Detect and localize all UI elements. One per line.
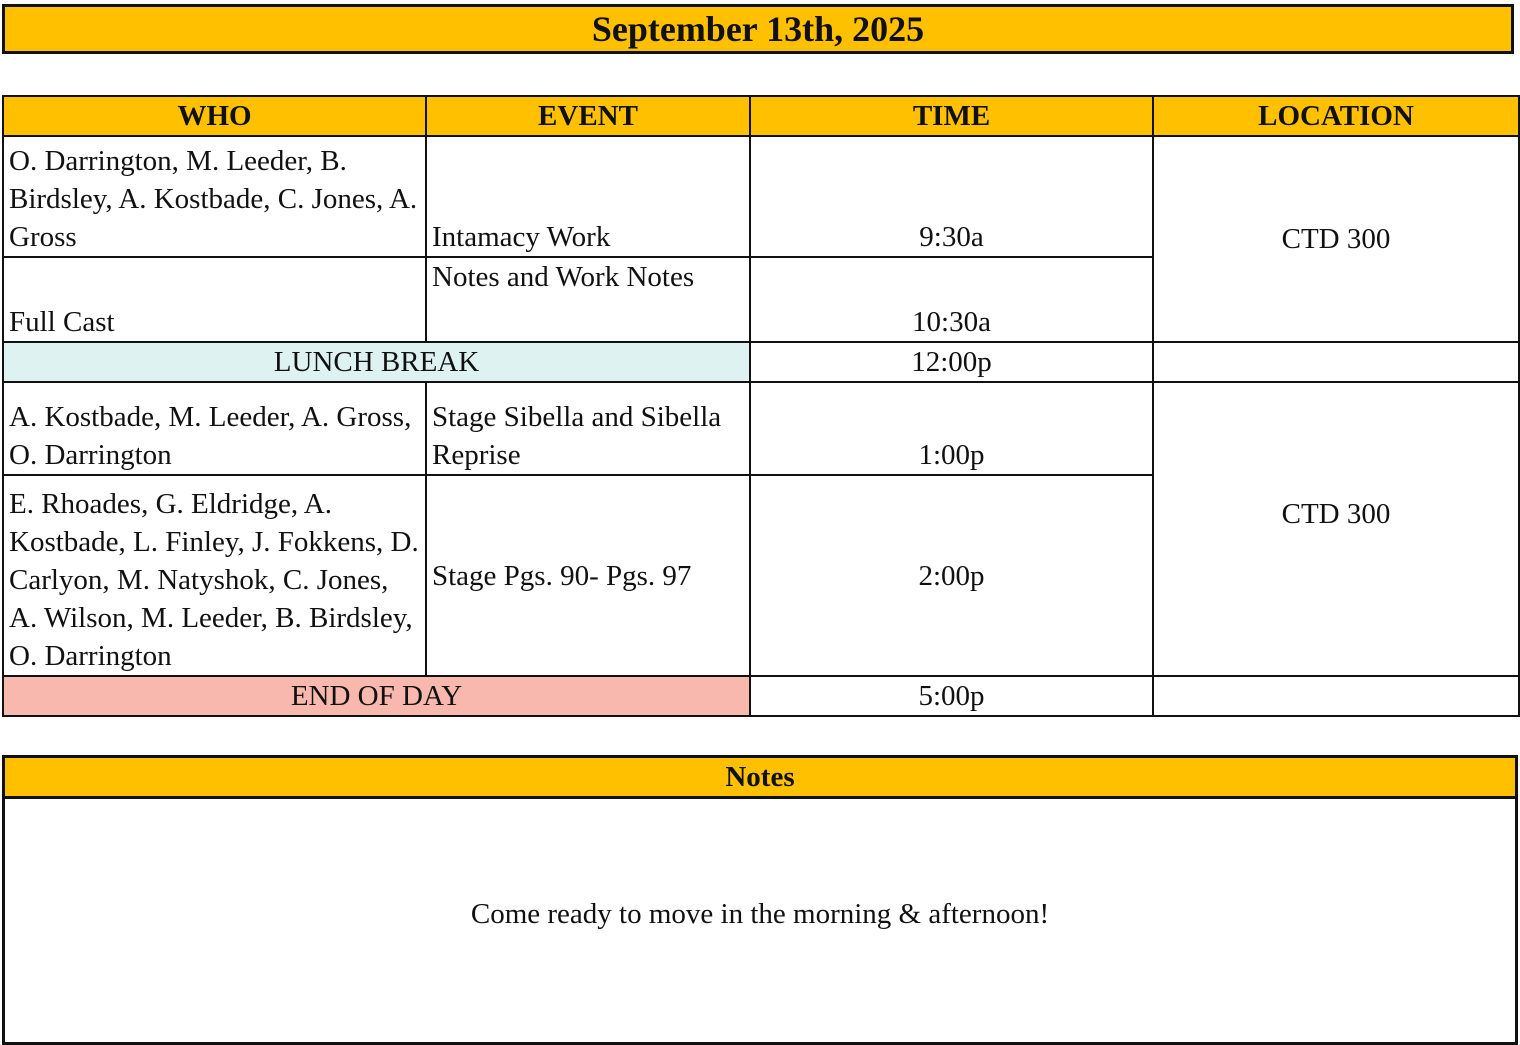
table-row bbox=[3, 382, 1519, 475]
time-cell: 1:00p bbox=[750, 382, 1153, 475]
who-cell: A. Kostbade, M. Leeder, A. Gross, O. Darrington bbox=[3, 382, 426, 475]
time-cell: 5:00p bbox=[750, 676, 1153, 716]
table-row bbox=[3, 136, 1519, 257]
end-of-day-row bbox=[3, 676, 1519, 716]
location-cell-empty bbox=[1153, 676, 1519, 716]
page-title: September 13th, 2025 bbox=[2, 4, 1514, 54]
column-header-who: WHO bbox=[3, 96, 426, 136]
column-header-event: EVENT bbox=[426, 96, 750, 136]
event-cell: Intamacy Work bbox=[426, 136, 750, 257]
lunch-break-label: LUNCH BREAK bbox=[3, 342, 750, 382]
location-cell-empty bbox=[1153, 342, 1519, 382]
end-of-day-label: END OF DAY bbox=[3, 676, 750, 716]
who-cell: E. Rhoades, G. Eldridge, A. Kostbade, L. Finley, J. Fokkens, D. Carlyon, M. Natyshok, C. Jones, A. Wilson, M. Leeder, B. Birdsley, O. Darrington bbox=[3, 475, 426, 676]
schedule-table bbox=[2, 95, 1520, 717]
column-header-time: TIME bbox=[750, 96, 1153, 136]
table-header-row bbox=[3, 96, 1519, 136]
notes-text: Come ready to move in the morning & afternoon! bbox=[470, 898, 1050, 930]
who-cell: O. Darrington, M. Leeder, B. Birdsley, A. Kostbade, C. Jones, A. Gross bbox=[3, 136, 426, 257]
event-cell: Stage Pgs. 90- Pgs. 97 bbox=[426, 475, 750, 676]
lunch-break-row bbox=[3, 342, 1519, 382]
event-cell: Stage Sibella and Sibella Reprise bbox=[426, 382, 750, 475]
event-cell: Notes and Work Notes bbox=[426, 257, 750, 342]
who-cell: Full Cast bbox=[3, 257, 426, 342]
notes-section bbox=[2, 755, 1518, 1045]
time-cell: 9:30a bbox=[750, 136, 1153, 257]
location-cell: CTD 300 bbox=[1153, 382, 1519, 676]
time-cell: 12:00p bbox=[750, 342, 1153, 382]
notes-header: Notes bbox=[5, 758, 1515, 799]
location-cell: CTD 300 bbox=[1153, 136, 1519, 342]
time-cell: 10:30a bbox=[750, 257, 1153, 342]
column-header-location: LOCATION bbox=[1153, 96, 1519, 136]
time-cell: 2:00p bbox=[750, 475, 1153, 676]
